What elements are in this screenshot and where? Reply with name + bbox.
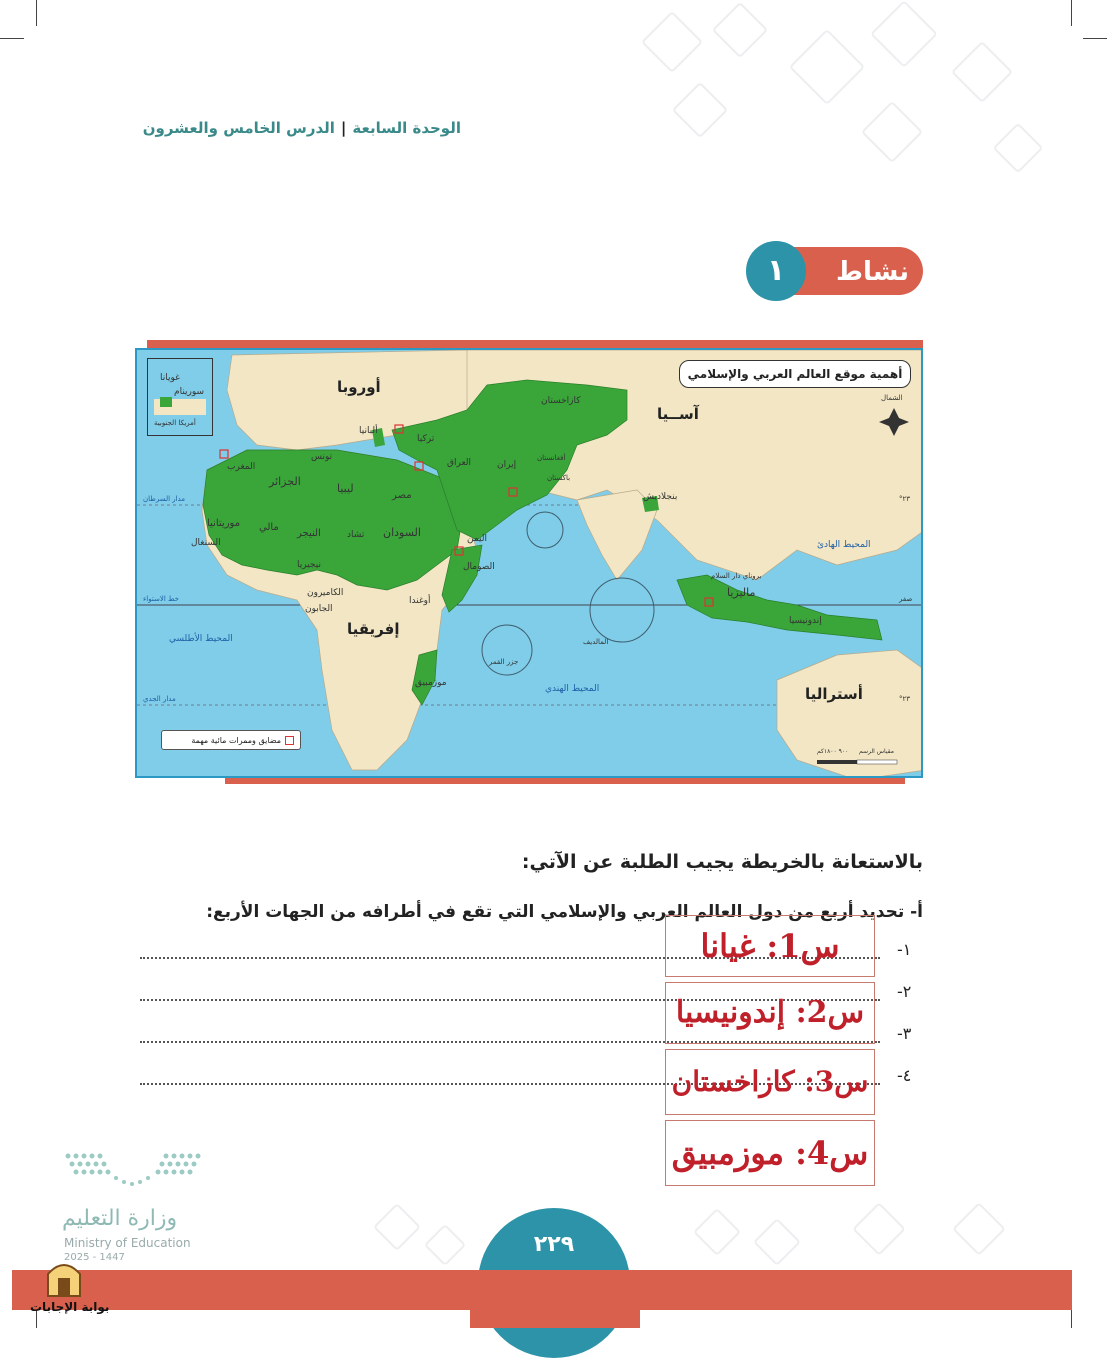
map-bottom-bar (225, 778, 905, 784)
legend-label: مضايق وممرات مائية مهمة (191, 736, 281, 745)
answer-box-4: س4: موزمبيق (665, 1120, 875, 1186)
ministry-logo-icon (62, 1150, 202, 1190)
answer-box-1: س1: غيانا (665, 915, 875, 977)
label-maldives: المالديف (583, 638, 609, 646)
label-europe: أوروبا (337, 378, 381, 396)
item-number-3: ٣- (897, 1024, 912, 1043)
label-equator-deg: صفر (899, 595, 913, 603)
answer-box-3: س3: كازاخستان (665, 1049, 875, 1115)
label-comoros: جزر القمر (489, 658, 519, 666)
page-header (135, 119, 461, 137)
label-africa: إفريقيا (347, 620, 400, 638)
scale-bar (857, 760, 897, 764)
decor-rhomb (693, 1208, 741, 1256)
label-scale: مقياس الرسم (859, 748, 894, 755)
label-atlantic: المحيط الأطلسي (169, 634, 233, 644)
bahrain-callout (527, 512, 563, 548)
ministry-name-en: Ministry of Education (64, 1236, 191, 1250)
label-indian: المحيط الهندي (545, 684, 600, 694)
inset-green (160, 397, 172, 407)
map-graphic (137, 350, 923, 778)
label-sudan: السودان (383, 526, 421, 539)
portal-name: بوابة الإجابات (30, 1300, 110, 1314)
decor-rhomb (672, 82, 729, 139)
activity-label: نشاط (836, 257, 909, 287)
questions-intro: بالاستعانة بالخريطة يجيب الطلبة عن الآتي: (521, 851, 923, 873)
crop-mark (1083, 38, 1107, 39)
decor-rhomb (852, 1202, 906, 1256)
decor-rhomb (641, 11, 703, 73)
australia-land (777, 650, 923, 778)
label-indonesia: إندونيسيا (789, 616, 822, 626)
decor-rhomb (993, 123, 1044, 174)
label-cancer-deg: ٢٣° (899, 495, 911, 503)
inset-map (147, 358, 213, 436)
label-albania: ألبانيا (359, 426, 378, 436)
label-asia: آســيا (657, 405, 699, 423)
label-iraq: العراق (447, 458, 472, 468)
label-gabon: الجابون (305, 604, 333, 614)
label-nigeria: نيجيريا (297, 560, 321, 570)
label-turkey: تركيا (417, 434, 435, 444)
lesson-label: الدرس الخامس والعشرون (142, 119, 335, 137)
map (135, 348, 923, 778)
label-malaysia: ماليزيا (727, 586, 756, 599)
label-pacific: المحيط الهادئ (817, 540, 871, 550)
crop-mark (36, 0, 37, 26)
legend-square-icon (285, 736, 294, 745)
decor-rhomb (952, 1202, 1006, 1256)
ministry-year: 2025 - 1447 (64, 1252, 125, 1263)
scale-bar (817, 760, 857, 764)
decor-rhomb (861, 101, 923, 163)
label-mauritania: موريتانيا (207, 518, 241, 529)
label-niger: النيجر (297, 528, 321, 539)
decor-rhomb (712, 2, 769, 59)
label-australia: أستراليا (805, 685, 863, 703)
maldives-callout (590, 578, 654, 642)
answer-box-2: س2: إندونيسيا (665, 982, 875, 1044)
label-senegal: السنغال (191, 538, 221, 548)
decor-rhomb (870, 0, 938, 68)
label-kazakhstan: كازاخستان (541, 396, 581, 406)
label-algeria: الجزائر (269, 475, 301, 488)
crop-mark (0, 38, 24, 39)
indonesia-region (677, 575, 882, 640)
label-cameroon: الكاميرون (307, 588, 344, 598)
label-iran: إيران (497, 460, 517, 470)
label-libya: ليبيا (337, 482, 354, 495)
label-cancer: مدار السرطان (143, 495, 186, 503)
page-number-mask (470, 1270, 640, 1328)
item-number-4: ٤- (897, 1066, 912, 1085)
label-scale-values: ٩٠٠ ١٨٠٠كم (817, 748, 849, 755)
portal-logo-icon (44, 1256, 84, 1300)
unit-label: الوحدة السابعة (352, 119, 461, 137)
map-title: أهمية موقع العالم العربي والإسلامي (679, 360, 911, 388)
decor-rhomb (373, 1203, 421, 1251)
label-north: الشمال (881, 394, 903, 402)
label-chad: تشاد (347, 530, 365, 540)
label-bangladesh: بنجلاديش (643, 492, 678, 502)
label-mali: مالي (259, 522, 279, 533)
comoros-callout (482, 625, 532, 675)
decor-rhomb (753, 1218, 801, 1266)
label-tunisia: تونس (311, 452, 333, 462)
label-pakistan: باكستان (547, 474, 571, 482)
inset-suriname: سورينام (174, 387, 205, 397)
label-brunei: بروناي دار السلام (711, 572, 762, 580)
decor-rhomb (789, 29, 865, 105)
decor-rhomb (424, 1224, 466, 1266)
label-uganda: أوغندا (409, 596, 431, 606)
label-capricorn: مدار الجدي (143, 695, 176, 703)
label-afghanistan: أفغانستان (537, 454, 566, 462)
label-egypt: مصر (392, 490, 412, 501)
label-somalia: الصومال (463, 562, 495, 572)
label-yemen: اليمن (467, 534, 488, 544)
question-part-a: أ- تحديد أربع من دول العالم العربي والإسلامي التي تقع في أطرافه من الجهات الأربع: (206, 902, 923, 922)
map-top-bar (147, 340, 923, 348)
crop-mark (1071, 0, 1072, 26)
activity-number: ١ (746, 241, 806, 301)
label-capricorn-deg: ٢٣° (899, 695, 911, 703)
activity-badge (746, 241, 923, 301)
item-number-1: ١- (897, 940, 912, 959)
label-morocco: المغرب (227, 462, 256, 472)
label-mozambique: موزمبيق (415, 678, 447, 688)
decor-rhomb (951, 41, 1013, 103)
header-separator: | (340, 119, 347, 137)
ministry-name-ar: وزارة التعليم (62, 1206, 178, 1231)
page-number: ٢٢٩ (533, 1232, 575, 1257)
item-number-2: ٢- (897, 982, 912, 1001)
strait-marker (220, 450, 228, 458)
label-equator: خط الاستواء (143, 595, 179, 603)
inset-region: أمريكا الجنوبية (154, 419, 196, 427)
map-legend (161, 730, 301, 750)
inset-guyana: غويانا (160, 373, 180, 383)
